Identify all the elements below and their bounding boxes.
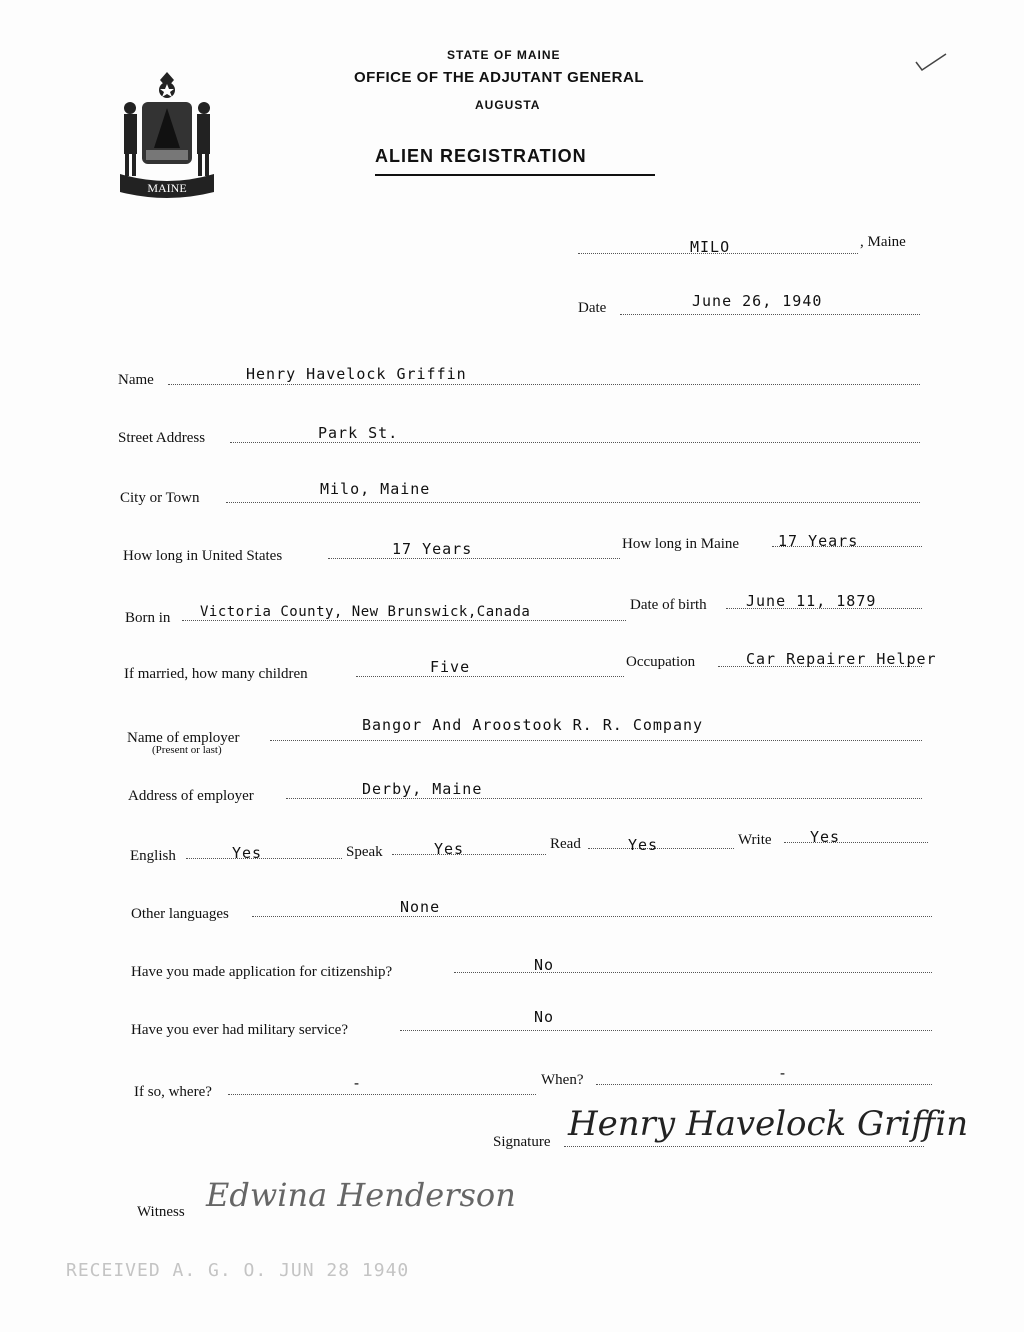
name-label: Name	[118, 372, 154, 388]
place-suffix: , Maine	[860, 234, 906, 250]
employer-value: Bangor And Aroostook R. R. Company	[362, 716, 704, 734]
how-long-us-label: How long in United States	[123, 548, 283, 564]
write-value: Yes	[810, 828, 841, 846]
english-label: English	[130, 848, 176, 864]
read-line	[588, 848, 734, 849]
signature-value: Henry Havelock Griffin	[568, 1104, 969, 1144]
where-line	[228, 1094, 536, 1095]
witness-label: Witness	[137, 1204, 185, 1220]
name-line	[168, 384, 920, 385]
city-label: City or Town	[120, 490, 200, 506]
speak-label: Speak	[346, 844, 383, 860]
citizenship-value: No	[534, 956, 555, 974]
where-value: -	[352, 1074, 363, 1092]
write-line	[784, 842, 928, 843]
other-languages-line	[252, 916, 932, 917]
header-office: OFFICE OF THE ADJUTANT GENERAL	[354, 69, 644, 86]
when-line	[596, 1084, 932, 1085]
citizenship-line	[454, 972, 932, 973]
street-label: Street Address	[118, 430, 206, 446]
date-label: Date	[578, 300, 607, 316]
header-city: AUGUSTA	[475, 98, 541, 112]
signature-label: Signature	[493, 1134, 551, 1150]
header-state: STATE OF MAINE	[447, 48, 561, 62]
occupation-value: Car Repairer Helper	[746, 650, 937, 668]
witness-value: Edwina Henderson	[206, 1176, 516, 1214]
citizenship-label: Have you made application for citizenship?	[131, 964, 393, 980]
name-value: Henry Havelock Griffin	[246, 365, 467, 383]
street-line	[230, 442, 920, 443]
military-line	[400, 1030, 932, 1031]
other-languages-value: None	[400, 898, 441, 916]
speak-value: Yes	[434, 840, 465, 858]
dob-label: Date of birth	[630, 597, 707, 613]
employer-label: Name of employer	[127, 730, 240, 746]
signature-line	[564, 1146, 924, 1147]
how-long-maine-label: How long in Maine	[622, 536, 740, 552]
military-label: Have you ever had military service?	[131, 1022, 348, 1038]
read-label: Read	[550, 836, 581, 852]
when-label: When?	[541, 1072, 584, 1088]
street-value: Park St.	[318, 424, 399, 442]
write-label: Write	[738, 832, 772, 848]
check-mark-icon	[914, 52, 948, 74]
employer-address-value: Derby, Maine	[362, 780, 483, 798]
born-in-label: Born in	[125, 610, 171, 626]
title-underline	[375, 174, 655, 176]
how-long-us-line	[328, 558, 620, 559]
speak-line	[392, 854, 546, 855]
place-value: MILO	[690, 238, 731, 256]
form-title: ALIEN REGISTRATION	[375, 146, 587, 166]
other-languages-label: Other languages	[131, 906, 229, 922]
military-value: No	[534, 1008, 555, 1026]
read-value: Yes	[628, 836, 659, 854]
employer-address-label: Address of employer	[128, 788, 254, 804]
how-long-maine-value: 17 Years	[778, 532, 859, 550]
employer-line	[270, 740, 922, 741]
dob-value: June 11, 1879	[746, 592, 877, 610]
employer-address-line	[286, 798, 922, 799]
when-value: -	[778, 1064, 789, 1082]
born-in-value: Victoria County, New Brunswick,Canada	[200, 604, 531, 620]
where-label: If so, where?	[134, 1084, 212, 1100]
english-value: Yes	[232, 844, 263, 862]
received-stamp: RECEIVED A. G. O. JUN 28 1940	[66, 1260, 410, 1281]
city-value: Milo, Maine	[320, 480, 431, 498]
children-value: Five	[430, 658, 471, 676]
employer-sublabel: (Present or last)	[152, 744, 222, 756]
children-label: If married, how many children	[124, 666, 308, 682]
city-line	[226, 502, 920, 503]
english-line	[186, 858, 342, 859]
maine-seal-icon	[112, 70, 222, 200]
date-value: June 26, 1940	[692, 292, 823, 310]
children-line	[356, 676, 624, 677]
occupation-label: Occupation	[626, 654, 696, 670]
seal-motto: MAINE	[147, 181, 187, 195]
how-long-us-value: 17 Years	[392, 540, 473, 558]
date-line	[620, 314, 920, 315]
born-in-line	[182, 620, 626, 621]
